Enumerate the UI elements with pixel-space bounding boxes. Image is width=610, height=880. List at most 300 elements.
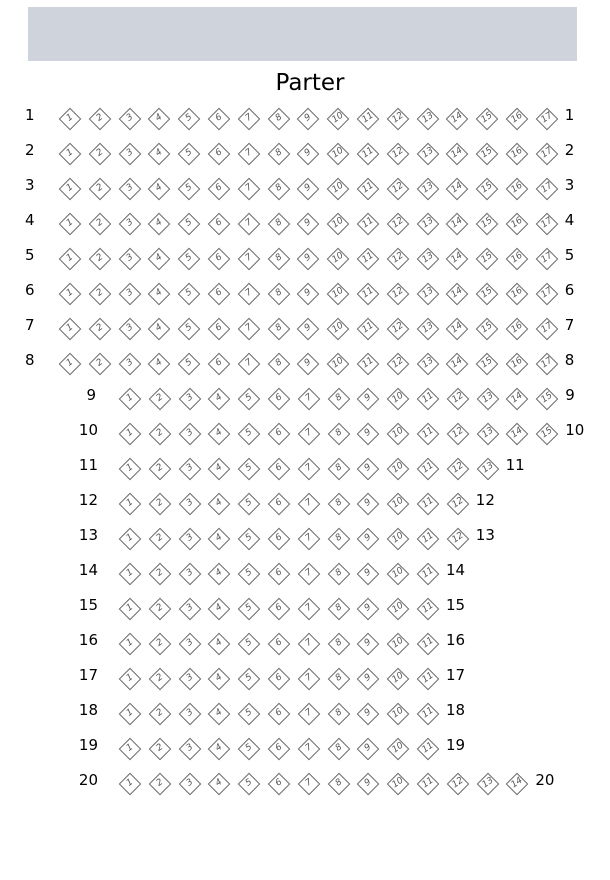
seat-number: 6 — [213, 322, 225, 334]
seat[interactable] — [387, 773, 409, 795]
seat[interactable] — [446, 178, 468, 200]
seat[interactable] — [387, 283, 409, 305]
seat[interactable] — [178, 318, 200, 340]
seat-number: 10 — [330, 215, 346, 231]
seat-number: 11 — [420, 530, 436, 546]
seat[interactable] — [357, 598, 379, 620]
seat[interactable] — [238, 143, 260, 165]
seat-number: 8 — [333, 707, 344, 719]
seat[interactable] — [327, 318, 349, 340]
seat[interactable] — [506, 283, 528, 305]
seat[interactable] — [506, 318, 528, 340]
seat[interactable] — [238, 283, 260, 305]
seat[interactable] — [238, 423, 260, 445]
seat[interactable] — [178, 108, 200, 130]
seat[interactable] — [476, 178, 498, 200]
seat[interactable] — [447, 528, 469, 550]
seat[interactable] — [268, 598, 290, 620]
seat[interactable] — [417, 178, 439, 200]
seat[interactable] — [179, 423, 201, 445]
seat[interactable] — [446, 108, 468, 130]
seat[interactable] — [327, 143, 349, 165]
seat[interactable] — [387, 528, 409, 550]
seat[interactable] — [208, 318, 230, 340]
seat[interactable] — [328, 598, 350, 620]
seat[interactable] — [357, 248, 379, 270]
seat[interactable] — [387, 353, 409, 375]
seat[interactable] — [238, 773, 260, 795]
seat[interactable] — [178, 178, 200, 200]
seat[interactable] — [238, 458, 260, 480]
seat[interactable] — [298, 528, 320, 550]
seat[interactable] — [148, 143, 170, 165]
seat[interactable] — [387, 493, 409, 515]
seat[interactable] — [417, 598, 439, 620]
seat[interactable] — [119, 318, 141, 340]
seat[interactable] — [446, 353, 468, 375]
seat[interactable] — [297, 108, 319, 130]
seat[interactable] — [357, 213, 379, 235]
seat[interactable] — [298, 633, 320, 655]
seat[interactable] — [149, 563, 171, 585]
seat[interactable] — [417, 563, 439, 585]
seat[interactable] — [357, 283, 379, 305]
seat[interactable] — [238, 178, 260, 200]
seat[interactable] — [506, 388, 528, 410]
seat[interactable] — [327, 248, 349, 270]
seat[interactable] — [119, 458, 141, 480]
seat[interactable] — [268, 703, 290, 725]
seat[interactable] — [298, 773, 320, 795]
seat[interactable] — [506, 213, 528, 235]
seat[interactable] — [387, 633, 409, 655]
seat[interactable] — [446, 213, 468, 235]
seat[interactable] — [89, 213, 111, 235]
seat[interactable] — [417, 458, 439, 480]
seat[interactable] — [297, 143, 319, 165]
seat[interactable] — [119, 248, 141, 270]
seat[interactable] — [208, 248, 230, 270]
seat[interactable] — [119, 598, 141, 620]
seat[interactable] — [179, 773, 201, 795]
seat[interactable] — [298, 738, 320, 760]
seat[interactable] — [179, 458, 201, 480]
seat[interactable] — [357, 108, 379, 130]
seat[interactable] — [446, 143, 468, 165]
seat[interactable] — [268, 213, 290, 235]
seat[interactable] — [387, 458, 409, 480]
seat[interactable] — [178, 248, 200, 270]
seat-number: 7 — [303, 497, 315, 509]
seat[interactable] — [328, 773, 350, 795]
seat[interactable] — [268, 108, 290, 130]
seat[interactable] — [268, 388, 290, 410]
seat[interactable] — [506, 353, 528, 375]
seat[interactable] — [417, 318, 439, 340]
seat[interactable] — [327, 213, 349, 235]
seat[interactable] — [298, 493, 320, 515]
seat-number: 1 — [64, 217, 76, 229]
seat[interactable] — [119, 773, 141, 795]
seat-number: 9 — [363, 672, 374, 684]
seat[interactable] — [446, 318, 468, 340]
seat[interactable] — [357, 143, 379, 165]
seat[interactable] — [328, 423, 350, 445]
seat[interactable] — [506, 178, 528, 200]
seat[interactable] — [89, 318, 111, 340]
seat[interactable] — [417, 738, 439, 760]
seat[interactable] — [148, 353, 170, 375]
seat[interactable] — [268, 353, 290, 375]
seat[interactable] — [357, 738, 379, 760]
seat[interactable] — [59, 353, 81, 375]
seat[interactable] — [447, 388, 469, 410]
seat[interactable] — [417, 493, 439, 515]
seat[interactable] — [417, 668, 439, 690]
seat[interactable] — [417, 213, 439, 235]
seat[interactable] — [417, 283, 439, 305]
seat[interactable] — [387, 248, 409, 270]
seat[interactable] — [238, 528, 260, 550]
seat[interactable] — [357, 563, 379, 585]
seat[interactable] — [238, 493, 260, 515]
seat[interactable] — [119, 633, 141, 655]
seat[interactable] — [178, 353, 200, 375]
seat[interactable] — [328, 493, 350, 515]
seat[interactable] — [89, 283, 111, 305]
seat[interactable] — [357, 423, 379, 445]
seat[interactable] — [179, 703, 201, 725]
seat[interactable] — [179, 493, 201, 515]
seat[interactable] — [327, 178, 349, 200]
seat[interactable] — [149, 633, 171, 655]
seat[interactable] — [357, 458, 379, 480]
seat[interactable] — [149, 738, 171, 760]
seat[interactable] — [477, 388, 499, 410]
seat[interactable] — [208, 493, 230, 515]
seat[interactable] — [357, 178, 379, 200]
seat[interactable] — [238, 633, 260, 655]
seat[interactable] — [357, 353, 379, 375]
seat[interactable] — [59, 248, 81, 270]
seat[interactable] — [179, 563, 201, 585]
seat[interactable] — [417, 633, 439, 655]
seat[interactable] — [387, 178, 409, 200]
seat[interactable] — [268, 318, 290, 340]
seat[interactable] — [357, 633, 379, 655]
seat[interactable] — [59, 108, 81, 130]
seat[interactable] — [179, 598, 201, 620]
seat[interactable] — [387, 318, 409, 340]
seat[interactable] — [268, 458, 290, 480]
seat[interactable] — [387, 668, 409, 690]
seat[interactable] — [119, 493, 141, 515]
seat-number: 7 — [303, 567, 315, 579]
seat[interactable] — [89, 108, 111, 130]
seat[interactable] — [208, 528, 230, 550]
seat[interactable] — [476, 353, 498, 375]
seat[interactable] — [387, 213, 409, 235]
seat[interactable] — [297, 213, 319, 235]
seat[interactable] — [208, 108, 230, 130]
seat[interactable] — [357, 318, 379, 340]
seat[interactable] — [89, 248, 111, 270]
seat-number: 12 — [450, 460, 466, 476]
seat[interactable] — [357, 493, 379, 515]
seat[interactable] — [208, 668, 230, 690]
seat[interactable] — [179, 528, 201, 550]
seat[interactable] — [238, 598, 260, 620]
seat[interactable] — [208, 423, 230, 445]
seat[interactable] — [149, 458, 171, 480]
seat-number: 1 — [124, 637, 136, 649]
seat[interactable] — [89, 353, 111, 375]
seat[interactable] — [238, 668, 260, 690]
seat[interactable] — [417, 143, 439, 165]
seat-number: 9 — [363, 777, 374, 789]
seat[interactable] — [387, 703, 409, 725]
seat[interactable] — [297, 248, 319, 270]
seat[interactable] — [417, 528, 439, 550]
seat[interactable] — [148, 283, 170, 305]
seat[interactable] — [536, 213, 558, 235]
seat-number: 8 — [273, 182, 284, 194]
seat-number: 8 — [333, 392, 344, 404]
seat[interactable] — [506, 108, 528, 130]
seat[interactable] — [328, 633, 350, 655]
seat[interactable] — [238, 353, 260, 375]
seat[interactable] — [119, 668, 141, 690]
seat[interactable] — [417, 388, 439, 410]
seat[interactable] — [208, 773, 230, 795]
seat[interactable] — [178, 143, 200, 165]
seat[interactable] — [506, 423, 528, 445]
seat[interactable] — [357, 773, 379, 795]
seat[interactable] — [59, 143, 81, 165]
seat[interactable] — [357, 668, 379, 690]
seat[interactable] — [268, 773, 290, 795]
seat[interactable] — [268, 563, 290, 585]
seat[interactable] — [536, 108, 558, 130]
seat[interactable] — [238, 248, 260, 270]
seat-number: 15 — [479, 145, 495, 161]
seat[interactable] — [357, 528, 379, 550]
seat[interactable] — [328, 738, 350, 760]
seat[interactable] — [268, 528, 290, 550]
seat[interactable] — [477, 458, 499, 480]
seat[interactable] — [476, 213, 498, 235]
seat[interactable] — [298, 458, 320, 480]
seat[interactable] — [238, 703, 260, 725]
seat[interactable] — [119, 738, 141, 760]
seat[interactable] — [298, 423, 320, 445]
seat[interactable] — [149, 388, 171, 410]
seat[interactable] — [477, 423, 499, 445]
seat[interactable] — [476, 318, 498, 340]
seat[interactable] — [417, 703, 439, 725]
seat[interactable] — [417, 423, 439, 445]
seat[interactable] — [506, 773, 528, 795]
seat[interactable] — [297, 283, 319, 305]
seat[interactable] — [149, 668, 171, 690]
seat[interactable] — [328, 668, 350, 690]
seat[interactable] — [327, 283, 349, 305]
seat[interactable] — [328, 528, 350, 550]
seat[interactable] — [298, 598, 320, 620]
seat[interactable] — [328, 388, 350, 410]
seat[interactable] — [119, 423, 141, 445]
seat[interactable] — [328, 703, 350, 725]
seat[interactable] — [238, 108, 260, 130]
seat[interactable] — [268, 248, 290, 270]
seat[interactable] — [268, 633, 290, 655]
seat[interactable] — [179, 388, 201, 410]
seat[interactable] — [208, 598, 230, 620]
seat[interactable] — [298, 703, 320, 725]
seat[interactable] — [387, 423, 409, 445]
seat[interactable] — [238, 563, 260, 585]
seat[interactable] — [328, 458, 350, 480]
seat[interactable] — [119, 353, 141, 375]
seat[interactable] — [119, 283, 141, 305]
seat[interactable] — [536, 353, 558, 375]
seat[interactable] — [208, 143, 230, 165]
seat[interactable] — [298, 668, 320, 690]
seat[interactable] — [297, 353, 319, 375]
seat[interactable] — [387, 108, 409, 130]
seat[interactable] — [446, 248, 468, 270]
seat[interactable] — [179, 738, 201, 760]
seat[interactable] — [447, 458, 469, 480]
seat[interactable] — [148, 178, 170, 200]
seat[interactable] — [208, 353, 230, 375]
seat[interactable] — [208, 178, 230, 200]
seat[interactable] — [447, 493, 469, 515]
seat[interactable] — [417, 773, 439, 795]
seat[interactable] — [298, 388, 320, 410]
seat[interactable] — [178, 213, 200, 235]
seat[interactable] — [506, 248, 528, 270]
seat[interactable] — [417, 108, 439, 130]
seat[interactable] — [268, 668, 290, 690]
row-label-left: 3 — [25, 176, 35, 194]
seat[interactable] — [536, 143, 558, 165]
seat[interactable] — [327, 108, 349, 130]
seat[interactable] — [387, 563, 409, 585]
seat[interactable] — [268, 423, 290, 445]
seat[interactable] — [238, 213, 260, 235]
seat[interactable] — [327, 353, 349, 375]
seat[interactable] — [328, 563, 350, 585]
seat[interactable] — [208, 283, 230, 305]
seat[interactable] — [268, 493, 290, 515]
seat[interactable] — [149, 598, 171, 620]
seat[interactable] — [387, 388, 409, 410]
seat[interactable] — [446, 283, 468, 305]
seat[interactable] — [59, 213, 81, 235]
seat[interactable] — [208, 213, 230, 235]
seat[interactable] — [148, 213, 170, 235]
seat[interactable] — [506, 143, 528, 165]
seat[interactable] — [298, 563, 320, 585]
seat[interactable] — [148, 248, 170, 270]
seat[interactable] — [476, 283, 498, 305]
seat[interactable] — [476, 108, 498, 130]
seat[interactable] — [297, 178, 319, 200]
seat[interactable] — [119, 178, 141, 200]
seat[interactable] — [536, 283, 558, 305]
seat[interactable] — [119, 703, 141, 725]
seat[interactable] — [476, 248, 498, 270]
seat[interactable] — [179, 633, 201, 655]
seat[interactable] — [149, 773, 171, 795]
seat[interactable] — [536, 388, 558, 410]
seat[interactable] — [536, 318, 558, 340]
seat[interactable] — [536, 178, 558, 200]
seat[interactable] — [447, 773, 469, 795]
seat[interactable] — [178, 283, 200, 305]
seat[interactable] — [149, 703, 171, 725]
seat[interactable] — [208, 563, 230, 585]
seat[interactable] — [238, 318, 260, 340]
seat[interactable] — [297, 318, 319, 340]
seat[interactable] — [119, 143, 141, 165]
seat[interactable] — [268, 283, 290, 305]
seat[interactable] — [119, 563, 141, 585]
seat[interactable] — [238, 388, 260, 410]
seat[interactable] — [119, 213, 141, 235]
seat[interactable] — [477, 773, 499, 795]
seat[interactable] — [268, 143, 290, 165]
seat[interactable] — [179, 668, 201, 690]
seat[interactable] — [59, 283, 81, 305]
seat[interactable] — [268, 178, 290, 200]
seat[interactable] — [417, 248, 439, 270]
seat[interactable] — [536, 248, 558, 270]
seat-number: 5 — [183, 322, 195, 334]
seat[interactable] — [447, 423, 469, 445]
seat[interactable] — [387, 143, 409, 165]
seat[interactable] — [89, 178, 111, 200]
seat[interactable] — [59, 178, 81, 200]
seat[interactable] — [208, 633, 230, 655]
seat[interactable] — [119, 108, 141, 130]
seat[interactable] — [148, 318, 170, 340]
seat[interactable] — [357, 703, 379, 725]
seat[interactable] — [208, 738, 230, 760]
seat[interactable] — [208, 388, 230, 410]
seat[interactable] — [119, 528, 141, 550]
seat[interactable] — [357, 388, 379, 410]
seat[interactable] — [208, 458, 230, 480]
seat[interactable] — [149, 423, 171, 445]
seat[interactable] — [387, 598, 409, 620]
seat-number: 11 — [420, 565, 436, 581]
seat[interactable] — [149, 528, 171, 550]
seat[interactable] — [476, 143, 498, 165]
seat[interactable] — [536, 423, 558, 445]
seat[interactable] — [238, 738, 260, 760]
seat[interactable] — [417, 353, 439, 375]
seat[interactable] — [268, 738, 290, 760]
seat[interactable] — [148, 108, 170, 130]
seat[interactable] — [387, 738, 409, 760]
seat[interactable] — [89, 143, 111, 165]
seat[interactable] — [59, 318, 81, 340]
seat[interactable] — [208, 703, 230, 725]
seat[interactable] — [149, 493, 171, 515]
seat[interactable] — [119, 388, 141, 410]
